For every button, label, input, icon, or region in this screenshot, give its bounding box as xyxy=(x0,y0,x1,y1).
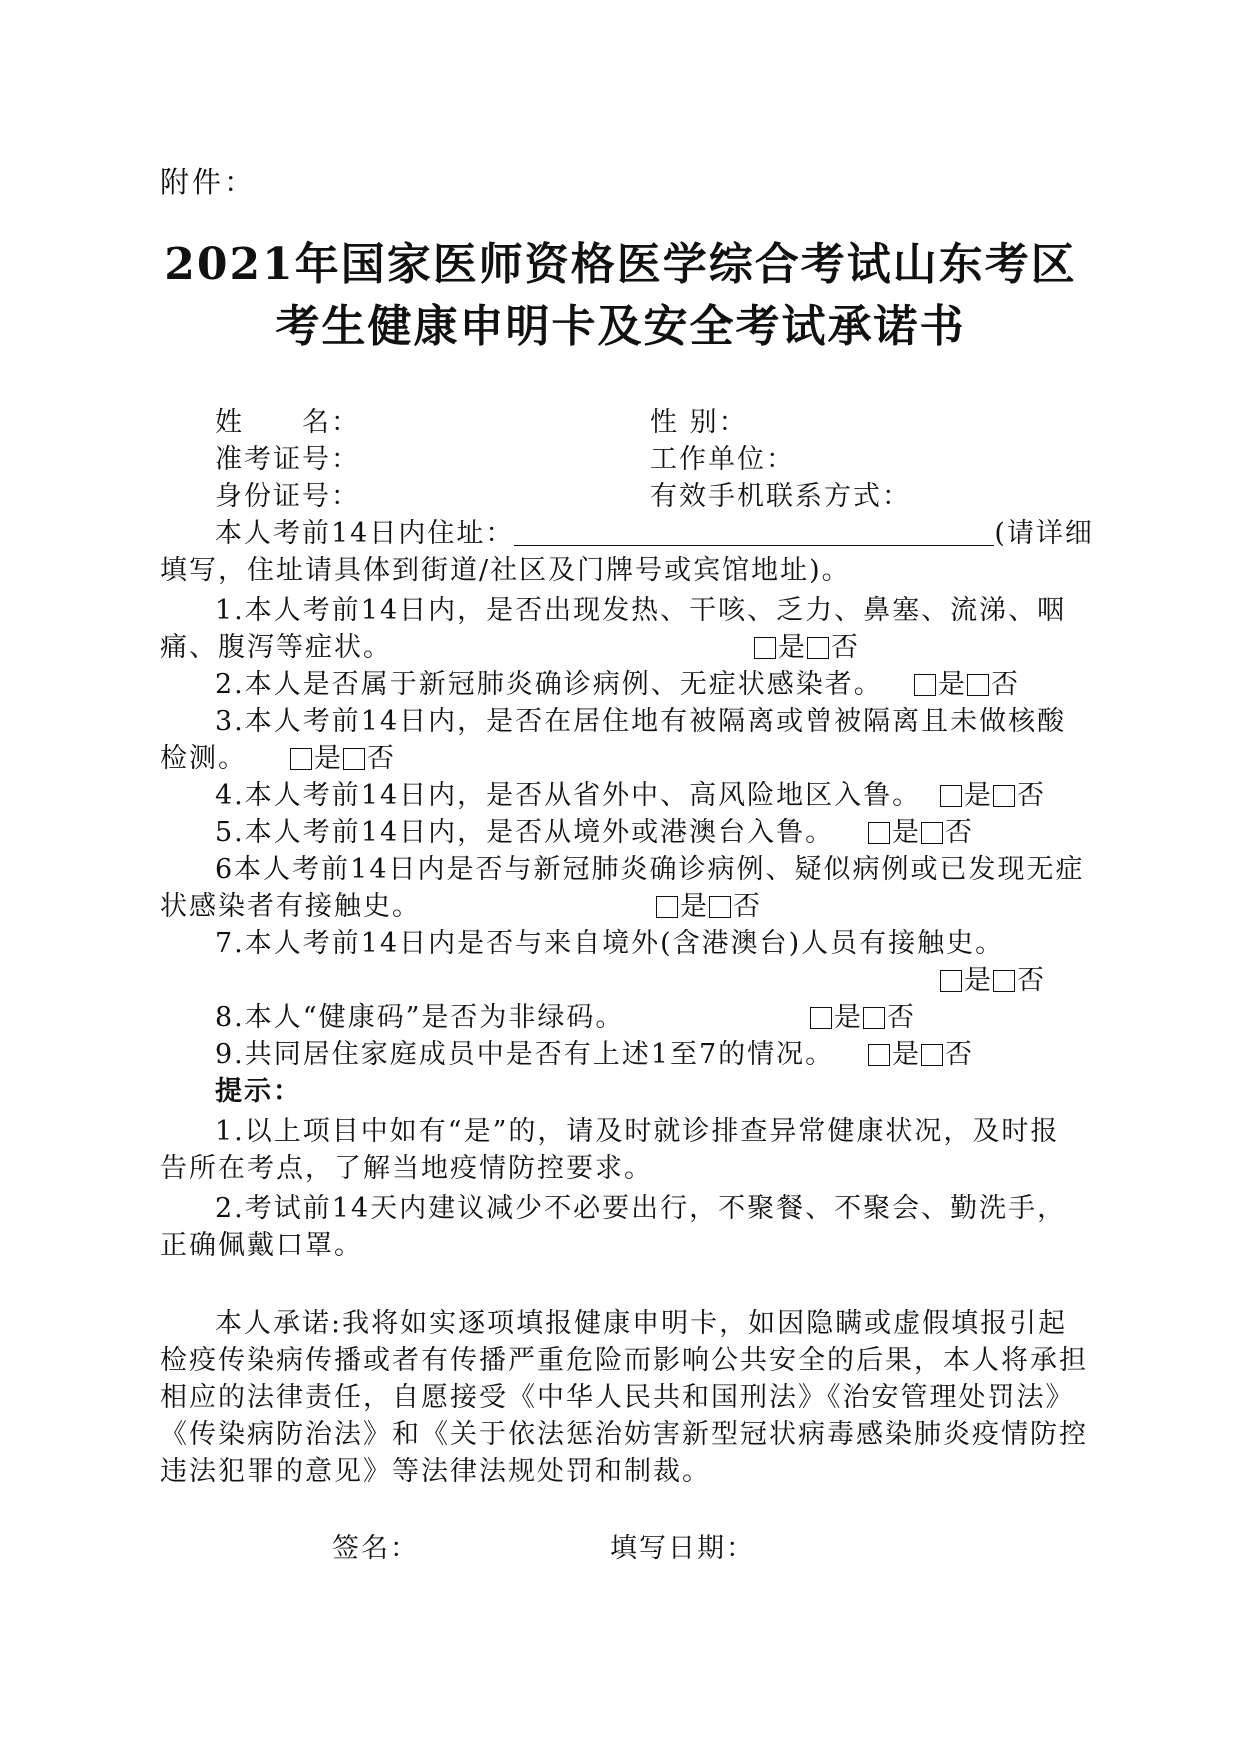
question-3-line-2: 检测。 xyxy=(160,743,247,774)
pledge-line-4: 《传染病防治法》和《关于依法惩治妨害新型冠状病毒感染肺炎疫情防控 xyxy=(160,1419,1088,1450)
gender-field-label: 性 别： xyxy=(650,407,748,438)
question-4-yes-checkbox[interactable] xyxy=(940,785,962,807)
question-6-line-2: 状感染者有接触史。 xyxy=(160,891,421,922)
no-label: 否 xyxy=(1017,965,1044,996)
fill-date-label: 填写日期： xyxy=(610,1533,755,1564)
question-2-yes-checkbox[interactable] xyxy=(914,674,936,696)
question-3-no-checkbox[interactable] xyxy=(343,748,365,770)
yes-label: 是 xyxy=(778,632,805,663)
question-1-line-2: 痛、腹泻等症状。 xyxy=(160,632,392,663)
tip-1-line-1: 1.以上项目中如有“是”的，请及时就诊排查异常健康状况，及时报 xyxy=(215,1116,1060,1147)
no-label: 否 xyxy=(991,669,1018,700)
question-9: 9.共同居住家庭成员中是否有上述1至7的情况。 xyxy=(215,1039,835,1070)
question-1-yes-checkbox[interactable] xyxy=(754,637,776,659)
question-6-no-checkbox[interactable] xyxy=(709,896,731,918)
address-blank[interactable] xyxy=(514,517,994,546)
address-label: 本人考前14日内住址： xyxy=(215,518,515,549)
address-note: 填写，住址请具体到街道/社区及门牌号或宾馆地址)。 xyxy=(160,555,851,586)
question-4: 4.本人考前14日内，是否从省外中、高风险地区入鲁。 xyxy=(215,780,922,811)
question-1-no-checkbox[interactable] xyxy=(807,637,829,659)
pledge-line-3: 相应的法律责任，自愿接受《中华人民共和国刑法》《治安管理处罚法》 xyxy=(160,1382,1075,1413)
question-2: 2.本人是否属于新冠肺炎确诊病例、无症状感染者。 xyxy=(215,669,883,700)
question-5: 5.本人考前14日内，是否从境外或港澳台入鲁。 xyxy=(215,817,835,848)
question-3-options xyxy=(288,740,394,777)
no-label: 否 xyxy=(945,817,972,848)
pledge-line-1: 本人承诺:我将如实逐项填报健康申明卡，如因隐瞒或虚假填报引起 xyxy=(215,1308,1068,1339)
question-6-options xyxy=(654,888,760,925)
name-field-label: 姓 名： xyxy=(215,407,360,438)
attachment-label: 附件： xyxy=(160,165,257,199)
no-label: 否 xyxy=(887,1002,914,1033)
question-2-options xyxy=(912,666,1018,703)
question-9-no-checkbox[interactable] xyxy=(921,1044,943,1066)
question-6-line-1: 6本人考前14日内是否与新冠肺炎确诊病例、疑似病例或已发现无症 xyxy=(215,854,1085,885)
pledge-line-5: 违法犯罪的意见》等法律法规处罚和制裁。 xyxy=(160,1456,711,1487)
question-8-yes-checkbox[interactable] xyxy=(810,1007,832,1029)
title-line-2: 考生健康申明卡及安全考试承诺书 xyxy=(275,301,966,352)
question-6-yes-checkbox[interactable] xyxy=(656,896,678,918)
address-line xyxy=(215,515,1094,552)
phone-field-label: 有效手机联系方式： xyxy=(650,481,911,512)
no-label: 否 xyxy=(733,891,760,922)
question-7-no-checkbox[interactable] xyxy=(993,970,1015,992)
question-2-no-checkbox[interactable] xyxy=(967,674,989,696)
yes-label: 是 xyxy=(892,817,919,848)
question-4-no-checkbox[interactable] xyxy=(993,785,1015,807)
signature-label: 签名： xyxy=(332,1533,419,1564)
no-label: 否 xyxy=(945,1039,972,1070)
question-5-no-checkbox[interactable] xyxy=(921,822,943,844)
tip-2-line-1: 2.考试前14天内建议减少不必要出行，不聚餐、不聚会、勤洗手， xyxy=(215,1193,1067,1224)
yes-label: 是 xyxy=(892,1039,919,1070)
question-5-options xyxy=(866,814,972,851)
exam-number-field-label: 准考证号： xyxy=(215,444,360,475)
question-1-line-1: 1.本人考前14日内，是否出现发热、干咳、乏力、鼻塞、流涕、咽 xyxy=(215,595,1067,626)
question-5-yes-checkbox[interactable] xyxy=(868,822,890,844)
question-7-options xyxy=(938,962,1044,999)
pledge-line-2: 检疫传染病传播或者有传播严重危险而影响公共安全的后果，本人将承担 xyxy=(160,1345,1088,1376)
yes-label: 是 xyxy=(964,780,991,811)
no-label: 否 xyxy=(367,743,394,774)
address-note-tail: (请详细 xyxy=(994,518,1094,549)
yes-label: 是 xyxy=(314,743,341,774)
no-label: 否 xyxy=(831,632,858,663)
tip-1-line-2: 告所在考点，了解当地疫情防控要求。 xyxy=(160,1153,653,1184)
no-label: 否 xyxy=(1017,780,1044,811)
question-4-options xyxy=(938,777,1044,814)
question-9-options xyxy=(866,1036,972,1073)
title-line-1: 2021年国家医师资格医学综合考试山东考区 xyxy=(164,239,1077,290)
tips-heading: 提示： xyxy=(215,1076,302,1107)
tip-2-line-2: 正确佩戴口罩。 xyxy=(160,1230,363,1261)
question-1-options xyxy=(752,629,858,666)
yes-label: 是 xyxy=(680,891,707,922)
question-8-options xyxy=(808,999,914,1036)
question-3-yes-checkbox[interactable] xyxy=(290,748,312,770)
question-7-yes-checkbox[interactable] xyxy=(940,970,962,992)
question-8-no-checkbox[interactable] xyxy=(863,1007,885,1029)
yes-label: 是 xyxy=(938,669,965,700)
question-8: 8.本人“健康码”是否为非绿码。 xyxy=(215,1002,625,1033)
question-9-yes-checkbox[interactable] xyxy=(868,1044,890,1066)
question-7: 7.本人考前14日内是否与来自境外(含港澳台)人员有接触史。 xyxy=(215,928,1005,959)
id-number-field-label: 身份证号： xyxy=(215,481,360,512)
question-3-line-1: 3.本人考前14日内，是否在居住地有被隔离或曾被隔离且未做核酸 xyxy=(215,706,1067,737)
work-unit-field-label: 工作单位： xyxy=(650,444,795,475)
yes-label: 是 xyxy=(964,965,991,996)
yes-label: 是 xyxy=(834,1002,861,1033)
